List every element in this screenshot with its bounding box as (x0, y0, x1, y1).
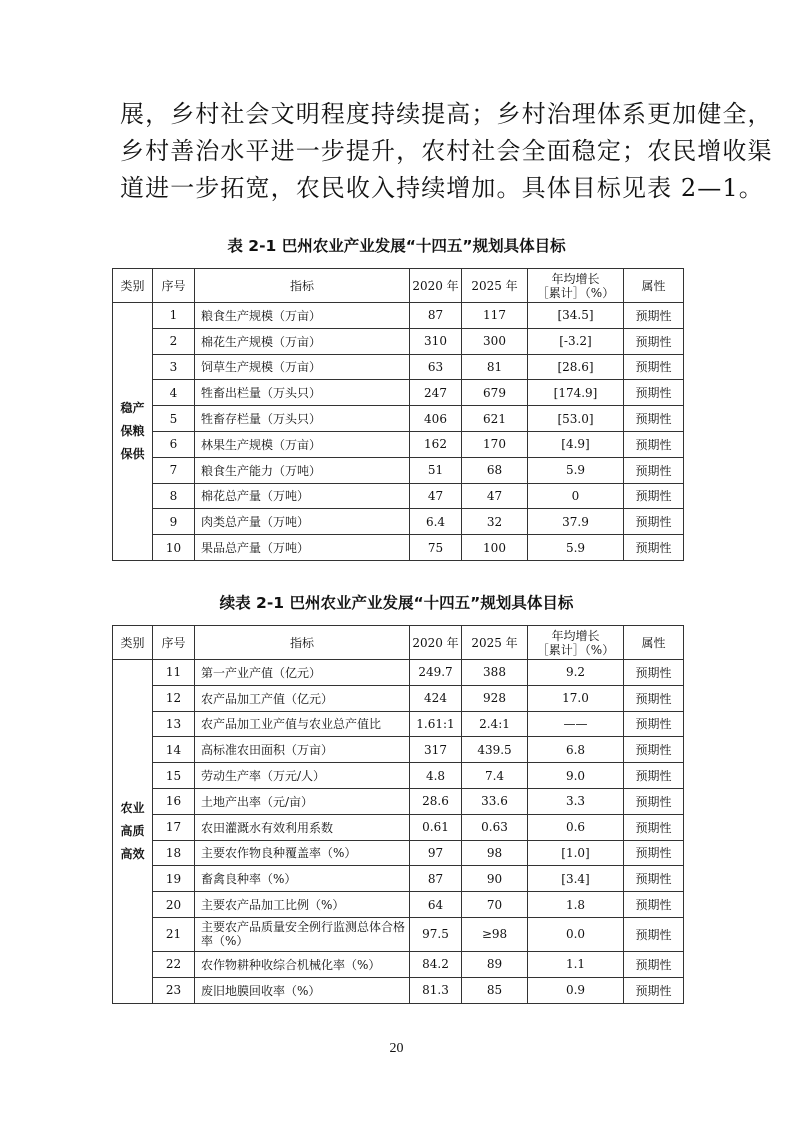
indicator-cell: 牲畜出栏量（万头只） (195, 380, 410, 406)
growth-cell: 6.8 (528, 737, 624, 763)
seq-cell: 2 (153, 328, 195, 354)
category-line: 稳产 (120, 400, 145, 415)
indicator-cell: 农作物耕种收综合机械化率（%） (195, 951, 410, 977)
header-growth-line2: ［累计］（%） (536, 285, 615, 300)
table-row (113, 951, 684, 977)
header-attribute: 属性 (624, 626, 684, 660)
indicator-cell: 农田灌溉水有效利用系数 (195, 814, 410, 840)
attribute-cell: 预期性 (624, 951, 684, 977)
value-2020-cell: 310 (410, 328, 462, 354)
category-line: 高质 (120, 823, 145, 838)
attribute-cell: 预期性 (624, 840, 684, 866)
category-line: 高效 (120, 846, 145, 861)
growth-cell: 1.8 (528, 892, 624, 918)
category-line: 农业 (120, 800, 145, 815)
value-2025-cell: 388 (462, 660, 528, 686)
growth-cell: [53.0] (528, 406, 624, 432)
paragraph-line: 展，乡村社会文明程度持续提高；乡村治理体系更加健全， (120, 100, 773, 128)
indicator-cell: 粮食生产能力（万吨） (195, 457, 410, 483)
value-2020-cell: 75 (410, 535, 462, 561)
table-row (113, 431, 684, 457)
value-2025-cell: 117 (462, 303, 528, 329)
page-number: 20 (389, 1041, 404, 1056)
value-2025-cell: 85 (462, 977, 528, 1003)
table-row (113, 328, 684, 354)
indicator-cell: 果品总产量（万吨） (195, 535, 410, 561)
indicator-cell: 主要农作物良种覆盖率（%） (195, 840, 410, 866)
table-row (113, 763, 684, 789)
value-2020-cell: 51 (410, 457, 462, 483)
growth-cell: [34.5] (528, 303, 624, 329)
table-caption-continued: 续表 2-1 巴州农业产业发展“十四五”规划具体目标 (219, 594, 574, 612)
indicator-cell: 畜禽良种率（%） (195, 866, 410, 892)
attribute-cell: 预期性 (624, 483, 684, 509)
value-2020-cell: 317 (410, 737, 462, 763)
targets-table-continued (112, 625, 684, 1004)
attribute-cell: 预期性 (624, 354, 684, 380)
table-row (113, 406, 684, 432)
growth-cell: 5.9 (528, 535, 624, 561)
seq-cell: 23 (153, 977, 195, 1003)
seq-cell: 1 (153, 303, 195, 329)
table-body (113, 303, 684, 561)
table-row (113, 917, 684, 951)
attribute-cell: 预期性 (624, 892, 684, 918)
value-2025-cell: 621 (462, 406, 528, 432)
value-2020-cell: 1.61:1 (410, 711, 462, 737)
attribute-cell: 预期性 (624, 711, 684, 737)
body-paragraph (120, 96, 773, 207)
value-2025-cell: 98 (462, 840, 528, 866)
seq-cell: 19 (153, 866, 195, 892)
header-indicator: 指标 (195, 269, 410, 303)
table-row (113, 509, 684, 535)
header-category: 类别 (113, 626, 153, 660)
header-growth-line2: ［累计］（%） (536, 642, 615, 657)
table-row (113, 814, 684, 840)
seq-cell: 17 (153, 814, 195, 840)
value-2025-cell: 89 (462, 951, 528, 977)
header-indicator: 指标 (195, 626, 410, 660)
table-caption: 表 2-1 巴州农业产业发展“十四五”规划具体目标 (227, 237, 566, 255)
seq-cell: 15 (153, 763, 195, 789)
indicator-cell: 土地产出率（元/亩） (195, 788, 410, 814)
header-2025: 2025 年 (462, 626, 528, 660)
indicator-cell: 高标准农田面积（万亩） (195, 737, 410, 763)
attribute-cell: 预期性 (624, 685, 684, 711)
indicator-cell: 棉花生产规模（万亩） (195, 328, 410, 354)
seq-cell: 8 (153, 483, 195, 509)
value-2020-cell: 28.6 (410, 788, 462, 814)
value-2020-cell: 424 (410, 685, 462, 711)
header-growth-line1: 年均增长 (551, 628, 600, 643)
header-category: 类别 (113, 269, 153, 303)
header-2020: 2020 年 (410, 626, 462, 660)
table-row (113, 535, 684, 561)
table-row (113, 892, 684, 918)
growth-cell: 37.9 (528, 509, 624, 535)
value-2025-cell: 47 (462, 483, 528, 509)
value-2020-cell: 6.4 (410, 509, 462, 535)
attribute-cell: 预期性 (624, 814, 684, 840)
header-seq: 序号 (153, 626, 195, 660)
indicator-cell: 第一产业产值（亿元） (195, 660, 410, 686)
category-cell (113, 660, 153, 1004)
value-2025-cell: 32 (462, 509, 528, 535)
value-2020-cell: 97 (410, 840, 462, 866)
growth-cell: 5.9 (528, 457, 624, 483)
growth-cell: —— (528, 711, 624, 737)
value-2020-cell: 4.8 (410, 763, 462, 789)
indicator-cell: 劳动生产率（万元/人） (195, 763, 410, 789)
value-2025-cell: 7.4 (462, 763, 528, 789)
seq-cell: 12 (153, 685, 195, 711)
value-2020-cell: 87 (410, 866, 462, 892)
paragraph-line: 乡村善治水平进一步提升，农村社会全面稳定；农民增收渠 (120, 137, 773, 165)
growth-cell: [174.9] (528, 380, 624, 406)
attribute-cell: 预期性 (624, 535, 684, 561)
table-row (113, 788, 684, 814)
seq-cell: 20 (153, 892, 195, 918)
indicator-cell: 废旧地膜回收率（%） (195, 977, 410, 1003)
attribute-cell: 预期性 (624, 660, 684, 686)
indicator-cell: 农产品加工产值（亿元） (195, 685, 410, 711)
value-2020-cell: 47 (410, 483, 462, 509)
table-row (113, 457, 684, 483)
value-2020-cell: 0.61 (410, 814, 462, 840)
attribute-cell: 预期性 (624, 977, 684, 1003)
value-2020-cell: 162 (410, 431, 462, 457)
seq-cell: 4 (153, 380, 195, 406)
seq-cell: 7 (153, 457, 195, 483)
indicator-cell: 主要农产品质量安全例行监测总体合格率（%） (195, 917, 410, 951)
seq-cell: 21 (153, 917, 195, 951)
indicator-cell: 肉类总产量（万吨） (195, 509, 410, 535)
attribute-cell: 预期性 (624, 380, 684, 406)
growth-cell: 0.0 (528, 917, 624, 951)
header-growth-line1: 年均增长 (551, 271, 600, 286)
header-seq: 序号 (153, 269, 195, 303)
attribute-cell: 预期性 (624, 406, 684, 432)
table-row (113, 483, 684, 509)
value-2020-cell: 247 (410, 380, 462, 406)
table-header-row (113, 269, 684, 303)
value-2020-cell: 81.3 (410, 977, 462, 1003)
growth-cell: [4.9] (528, 431, 624, 457)
indicator-cell: 农产品加工业产值与农业总产值比 (195, 711, 410, 737)
targets-table (112, 268, 684, 561)
header-growth (528, 626, 624, 660)
paragraph-line: 道进一步拓宽，农民收入持续增加。具体目标见表 2—1。 (120, 174, 764, 202)
value-2025-cell: 170 (462, 431, 528, 457)
indicator-cell: 主要农产品加工比例（%） (195, 892, 410, 918)
value-2020-cell: 84.2 (410, 951, 462, 977)
indicator-cell: 饲草生产规模（万亩） (195, 354, 410, 380)
seq-cell: 9 (153, 509, 195, 535)
value-2025-cell: 100 (462, 535, 528, 561)
value-2025-cell: 439.5 (462, 737, 528, 763)
table-row (113, 354, 684, 380)
growth-cell: 17.0 (528, 685, 624, 711)
seq-cell: 11 (153, 660, 195, 686)
attribute-cell: 预期性 (624, 763, 684, 789)
growth-cell: [-3.2] (528, 328, 624, 354)
seq-cell: 3 (153, 354, 195, 380)
attribute-cell: 预期性 (624, 737, 684, 763)
seq-cell: 13 (153, 711, 195, 737)
growth-cell: 0 (528, 483, 624, 509)
value-2020-cell: 249.7 (410, 660, 462, 686)
seq-cell: 16 (153, 788, 195, 814)
growth-cell: [28.6] (528, 354, 624, 380)
attribute-cell: 预期性 (624, 788, 684, 814)
seq-cell: 22 (153, 951, 195, 977)
table-row (113, 303, 684, 329)
value-2020-cell: 63 (410, 354, 462, 380)
growth-cell: 9.2 (528, 660, 624, 686)
value-2025-cell: ≥98 (462, 917, 528, 951)
value-2025-cell: 0.63 (462, 814, 528, 840)
seq-cell: 14 (153, 737, 195, 763)
attribute-cell: 预期性 (624, 303, 684, 329)
table-body (113, 660, 684, 1004)
value-2020-cell: 97.5 (410, 917, 462, 951)
table-row (113, 977, 684, 1003)
value-2025-cell: 33.6 (462, 788, 528, 814)
value-2025-cell: 70 (462, 892, 528, 918)
category-line: 保供 (120, 446, 145, 461)
table-row (113, 737, 684, 763)
growth-cell: 0.6 (528, 814, 624, 840)
indicator-cell: 棉花总产量（万吨） (195, 483, 410, 509)
attribute-cell: 预期性 (624, 866, 684, 892)
growth-cell: 0.9 (528, 977, 624, 1003)
category-line: 保粮 (120, 423, 145, 438)
attribute-cell: 预期性 (624, 457, 684, 483)
table-row (113, 866, 684, 892)
growth-cell: [1.0] (528, 840, 624, 866)
table-row (113, 711, 684, 737)
indicator-cell: 粮食生产规模（万亩） (195, 303, 410, 329)
value-2025-cell: 2.4:1 (462, 711, 528, 737)
value-2020-cell: 64 (410, 892, 462, 918)
value-2025-cell: 68 (462, 457, 528, 483)
seq-cell: 6 (153, 431, 195, 457)
header-attribute: 属性 (624, 269, 684, 303)
table-row (113, 685, 684, 711)
category-cell (113, 303, 153, 561)
growth-cell: 3.3 (528, 788, 624, 814)
seq-cell: 5 (153, 406, 195, 432)
header-growth (528, 269, 624, 303)
seq-cell: 10 (153, 535, 195, 561)
attribute-cell: 预期性 (624, 431, 684, 457)
table-row (113, 840, 684, 866)
value-2020-cell: 87 (410, 303, 462, 329)
table-row (113, 660, 684, 686)
attribute-cell: 预期性 (624, 917, 684, 951)
seq-cell: 18 (153, 840, 195, 866)
growth-cell: [3.4] (528, 866, 624, 892)
value-2025-cell: 679 (462, 380, 528, 406)
attribute-cell: 预期性 (624, 328, 684, 354)
table-header-row (113, 626, 684, 660)
header-2020: 2020 年 (410, 269, 462, 303)
growth-cell: 9.0 (528, 763, 624, 789)
value-2025-cell: 81 (462, 354, 528, 380)
value-2025-cell: 928 (462, 685, 528, 711)
table-row (113, 380, 684, 406)
value-2025-cell: 90 (462, 866, 528, 892)
value-2025-cell: 300 (462, 328, 528, 354)
value-2020-cell: 406 (410, 406, 462, 432)
indicator-cell: 林果生产规模（万亩） (195, 431, 410, 457)
header-2025: 2025 年 (462, 269, 528, 303)
indicator-cell: 牲畜存栏量（万头只） (195, 406, 410, 432)
growth-cell: 1.1 (528, 951, 624, 977)
attribute-cell: 预期性 (624, 509, 684, 535)
